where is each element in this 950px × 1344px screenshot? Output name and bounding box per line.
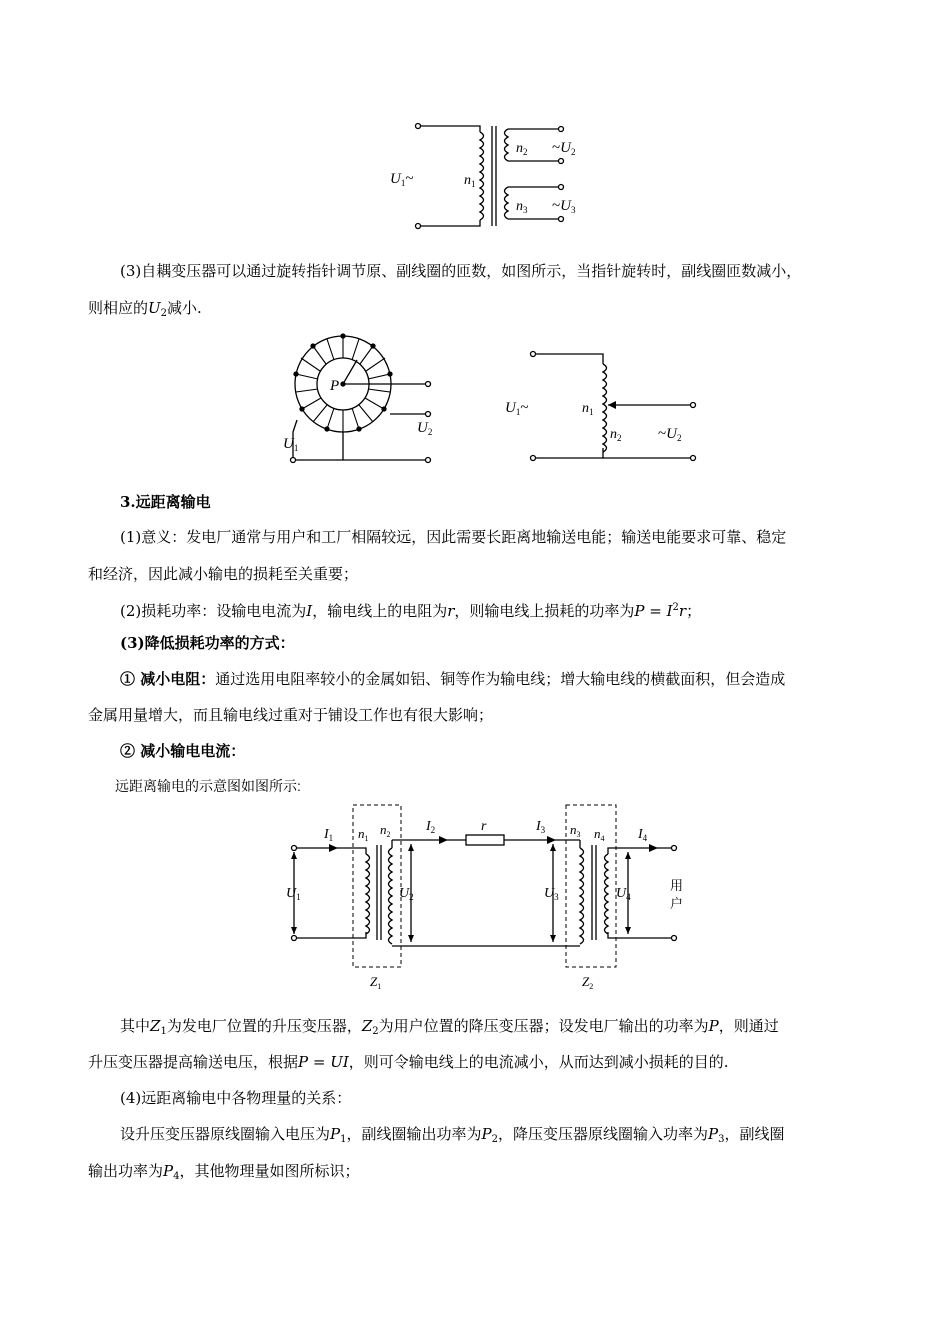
fig3-U2: $U_2$ <box>399 886 414 902</box>
fig1-u3-label: $\sim U_3$ <box>552 198 576 215</box>
fig2-schematic-n2: $n_2$ <box>610 427 622 443</box>
fig2-schematic-n1: $n_1$ <box>582 401 594 417</box>
relations-line1: 设升压变压器原线圈输入电压为$P_1$，副线圈输出功率为$P_2$，降压变压器原线圈输入功率为$P_3$，副线圈 <box>120 1125 785 1145</box>
method1-line1: ① 减小电阻：通过选用电阻率较小的金属如铝、铜等作为输电线；增大输电线的横截面积，但会造成 <box>120 670 786 688</box>
method2-heading: ② 减小输电电流： <box>120 742 246 760</box>
section-heading-long-distance: 3.远距离输电 <box>120 493 211 511</box>
fig3-I4: $I_4$ <box>638 827 648 843</box>
diagram-caption: 远距离输电的示意图如图所示: <box>115 778 301 794</box>
fig3-n1: $n_1$ <box>358 826 369 843</box>
transmission-diagram <box>278 800 698 995</box>
loss-power-line: (2)损耗功率：设输电电流为I，输电线上的电阻为r，则输电线上损耗的功率为$P = I^2r$； <box>120 602 702 620</box>
fig2-schematic-u2: $\sim U_2$ <box>658 426 682 443</box>
fig3-user-2: 户 <box>670 896 684 911</box>
fig3-Z1: $Z_1$ <box>370 974 382 991</box>
fig1-n2-label: $n_2$ <box>516 141 528 157</box>
fig1-u1-label: $U_1\sim$ <box>390 171 414 188</box>
fig1-n1-label: $n_1$ <box>464 173 476 189</box>
z-explanation-line1: 其中$Z_1$为发电厂位置的升压变压器，$Z_2$为用户位置的降压变压器；设发电厂输出的功率为P，则通过 <box>120 1017 779 1037</box>
relations-line2: 输出功率为$P_4$，其他物理量如图所标识； <box>88 1162 360 1182</box>
z-explanation-line2: 升压变压器提高输送电压，根据P = UI，则可令输电线上的电流减小，从而达到减小损耗的目的. <box>88 1053 729 1071</box>
relations-heading: (4)远距离输电中各物理量的关系： <box>120 1089 352 1107</box>
autotransformer-schematic <box>500 340 710 470</box>
fig2-schematic-u1: $U_1\sim$ <box>505 400 529 417</box>
meaning-line1: (1)意义：发电厂通常与用户和工厂相隔较远，因此需要长距离地输送电能；输送电能要求可靠、稳定 <box>120 528 787 546</box>
methods-heading: (3)降低损耗功率的方式： <box>120 634 295 652</box>
fig3-I2: $I_2$ <box>426 819 436 835</box>
auto-transformer-line2: 则相应的$U_2$减小. <box>88 299 202 319</box>
fig1-n3-label: $n_3$ <box>516 199 528 215</box>
fig3-user-1: 用 <box>670 878 684 893</box>
fig3-n2: $n_2$ <box>380 822 391 839</box>
fig3-U4: $U_4$ <box>616 886 631 902</box>
fig3-I3: $I_3$ <box>536 819 546 835</box>
fig3-I1: $I_1$ <box>324 827 334 843</box>
fig3-n3: $n_3$ <box>570 822 581 839</box>
fig3-U1: $U_1$ <box>286 886 301 902</box>
fig1-u2-label: $\sim U_2$ <box>552 140 576 157</box>
fig3-r: r <box>481 819 487 834</box>
auto-transformer-line1: (3)自耦变压器可以通过旋转指针调节原、副线圈的匝数，如图所示，当指针旋转时，副线圈匝数减小， <box>120 262 802 280</box>
fig2-p-label: P <box>330 378 340 394</box>
method1-line2: 金属用量增大，而且输电线过重对于铺设工作也有很大影响； <box>88 706 494 724</box>
meaning-line2: 和经济，因此减小输电的损耗至关重要； <box>88 565 359 583</box>
fig3-U3: $U_3$ <box>544 886 559 902</box>
transformer-two-secondary-diagram <box>380 112 610 237</box>
fig3-Z2: $Z_2$ <box>582 974 594 991</box>
autotransformer-diagram <box>275 322 435 470</box>
fig2-u1-label: $U_1$ <box>283 436 299 453</box>
fig2-u2-label: $U_2$ <box>417 420 433 437</box>
fig3-n4: $n_4$ <box>594 826 605 843</box>
